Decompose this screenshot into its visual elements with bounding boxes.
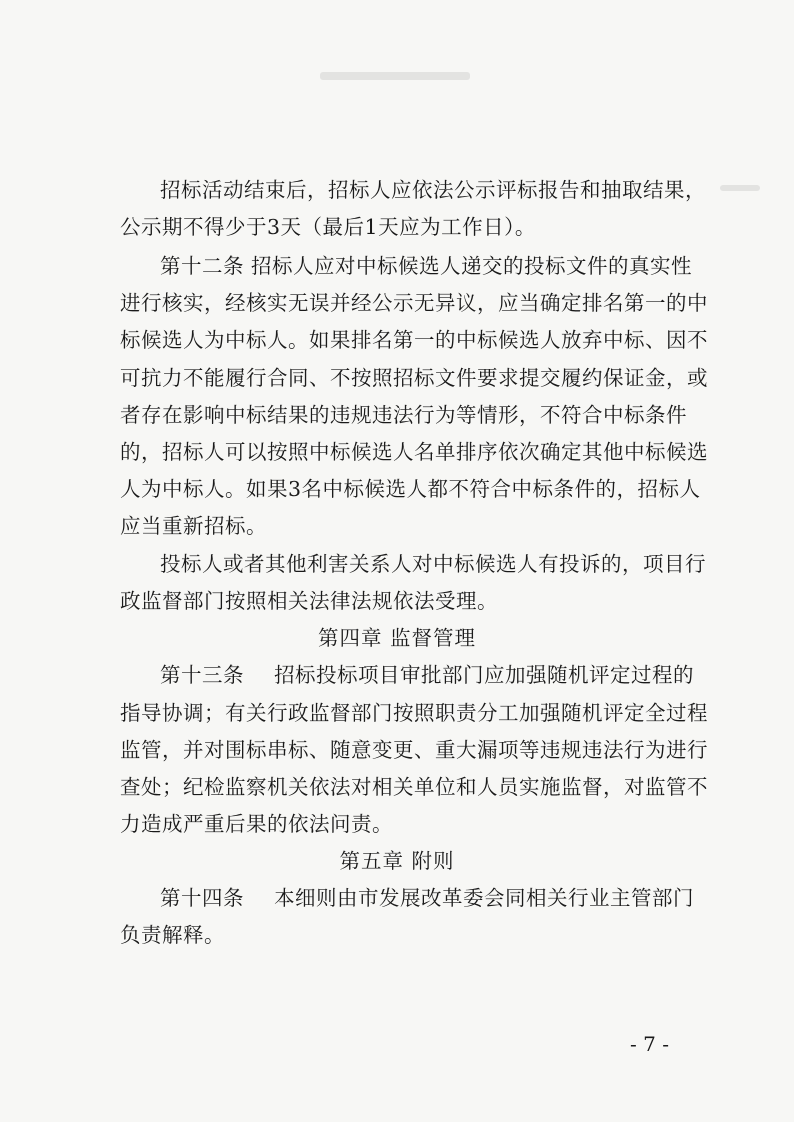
text-line: 指导协调；有关行政监督部门按照职责分工加强随机评定全过程 bbox=[120, 701, 708, 725]
page-number: - 7 - bbox=[630, 1032, 669, 1056]
text-line: 人为中标人。如果3名中标候选人都不符合中标条件的，招标人 bbox=[120, 477, 701, 501]
article-13-label: 第十三条 bbox=[160, 663, 244, 687]
text-line: 标候选人为中标人。如果排名第一的中标候选人放弃中标、因不 bbox=[120, 328, 708, 352]
article-14-label: 第十四条 bbox=[160, 886, 244, 910]
text-line: 政监督部门按照相关法律法规依法受理。 bbox=[120, 589, 498, 613]
text-line: 投标人或者其他利害关系人对中标候选人有投诉的，项目行 bbox=[160, 552, 706, 576]
text-line: 力造成严重后果的依法问责。 bbox=[120, 812, 393, 836]
article-12-label: 第十二条 bbox=[160, 254, 244, 278]
text-line: 负责解释。 bbox=[120, 923, 225, 947]
text-line: 招标活动结束后，招标人应依法公示评标报告和抽取结果， bbox=[160, 178, 706, 202]
text-line: 查处；纪检监察机关依法对相关单位和人员实施监督，对监管不 bbox=[120, 775, 708, 799]
text-line: 的，招标人可以按照中标候选人名单排序依次确定其他中标候选 bbox=[120, 440, 708, 464]
chapter-4-heading: 第四章 监督管理 bbox=[317, 626, 477, 650]
scan-artifact bbox=[720, 185, 760, 191]
text-line: 公示期不得少于3天（最后1天应为工作日）。 bbox=[120, 215, 536, 239]
chapter-5-heading: 第五章 附则 bbox=[339, 849, 455, 873]
text-line: 招标投标项目审批部门应加强随机评定过程的 bbox=[274, 663, 695, 687]
text-line: 招标人应对中标候选人递交的投标文件的真实性 bbox=[251, 254, 693, 278]
scan-artifact bbox=[320, 72, 470, 80]
text-line: 监管，并对围标串标、随意变更、重大漏项等违规违法行为进行 bbox=[120, 738, 708, 762]
text-line: 可抗力不能履行合同、不按照招标文件要求提交履约保证金，或 bbox=[120, 366, 708, 390]
text-line: 进行核实，经核实无误并经公示无异议，应当确定排名第一的中 bbox=[120, 291, 708, 315]
text-line: 者存在影响中标结果的违规违法行为等情形，不符合中标条件 bbox=[120, 403, 687, 427]
article-14-first-line bbox=[160, 884, 694, 912]
text-line: 本细则由市发展改革委会同相关行业主管部门 bbox=[274, 886, 695, 910]
article-13-first-line bbox=[160, 661, 694, 689]
article-12-first-line bbox=[160, 252, 692, 280]
text-line: 应当重新招标。 bbox=[120, 514, 267, 538]
